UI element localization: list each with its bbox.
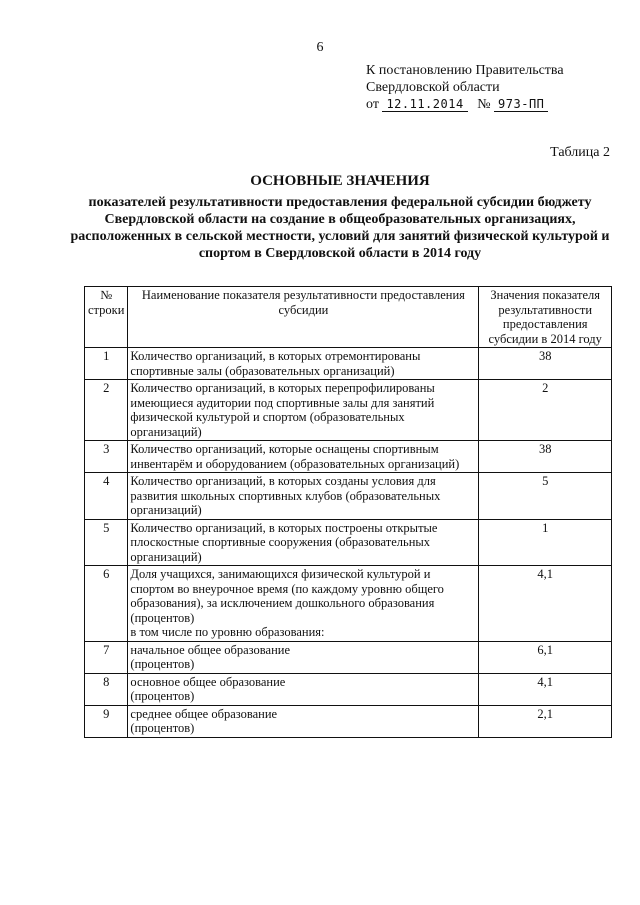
row-value: 38: [479, 441, 612, 473]
row-name-cell: [128, 705, 479, 737]
row-name-cell: [128, 566, 479, 642]
row-value: 38: [479, 348, 612, 380]
table-row: [85, 473, 612, 520]
date-prefix: от: [366, 97, 379, 112]
header-value: Значения показателя результативности предоставления субсидии в 2014 году: [479, 287, 612, 348]
number-sign: №: [477, 97, 491, 112]
document-title: [70, 173, 610, 262]
row-value: 2,1: [479, 705, 612, 737]
header-name: Наименование показателя результативности предоставления субсидии: [128, 287, 479, 348]
header-num: № строки: [85, 287, 128, 348]
table-row: [85, 566, 612, 642]
row-num: 8: [85, 673, 128, 705]
row-value: 4,1: [479, 566, 612, 642]
row-value: 2: [479, 380, 612, 441]
header-date-line: [366, 96, 564, 113]
row-name: начальное общее образование: [130, 642, 290, 657]
resolution-header: [366, 62, 564, 113]
row-name: среднее общее образование: [130, 706, 278, 721]
table-row: [85, 348, 612, 380]
table-header-row: [85, 287, 612, 348]
row-num: 9: [85, 705, 128, 737]
page-number: 6: [316, 40, 324, 55]
row-name: Доля учащихся, занимающихся физической культурой и спортом во внеурочное время (по каждому уровню общего образования), за исключением дошкольного образования (процентов): [130, 567, 444, 625]
table-row: [85, 641, 612, 673]
row-num: 7: [85, 641, 128, 673]
resolution-number: 973-ПП: [494, 97, 548, 112]
row-name-cell: [128, 641, 479, 673]
row-name-extra: (процентов): [130, 721, 195, 735]
table-row: [85, 441, 612, 473]
row-name: Количество организаций, в которых отремонтированы спортивные залы (образовательных организаций): [128, 348, 479, 380]
row-value: 4,1: [479, 673, 612, 705]
row-num: 6: [85, 566, 128, 642]
row-value: 6,1: [479, 641, 612, 673]
row-num: 5: [85, 519, 128, 566]
header-line-2: Свердловской области: [366, 80, 500, 95]
date-value: 12.11.2014: [382, 97, 467, 112]
row-name: Количество организаций, в которых построены открытые плоскостные спортивные сооружения (образовательных организаций): [128, 519, 479, 566]
indicators-table: [84, 286, 612, 738]
row-name-extra: (процентов): [130, 657, 195, 671]
table-label: Таблица 2: [550, 145, 610, 160]
row-name: Количество организаций, в которых перепрофилированы имеющиеся аудитории под спортивные залы для занятий физической культурой и спортом (образовательных организаций): [128, 380, 479, 441]
table-row: [85, 380, 612, 441]
row-value: 1: [479, 519, 612, 566]
row-num: 3: [85, 441, 128, 473]
header-line-1: К постановлению Правительства: [366, 63, 564, 78]
row-value: 5: [479, 473, 612, 520]
row-name: основное общее образование: [130, 674, 286, 689]
table-row: [85, 673, 612, 705]
row-name-extra: (процентов): [130, 689, 195, 703]
row-name: Количество организаций, которые оснащены спортивным инвентарём и оборудованием (образовательных организаций): [128, 441, 479, 473]
title-subtitle: показателей результативности предоставления федеральной субсидии бюджету Свердловской области на создание в общеобразовательных организациях, расположенных в сельской местности, условий для занятий физической культурой и спортом в Свердловской области в 2014 году: [70, 195, 610, 261]
row-name-cell: [128, 673, 479, 705]
row-num: 4: [85, 473, 128, 520]
row-name-extra: в том числе по уровню образования:: [130, 625, 325, 639]
table-row: [85, 705, 612, 737]
row-num: 1: [85, 348, 128, 380]
row-num: 2: [85, 380, 128, 441]
row-name: Количество организаций, в которых созданы условия для развития школьных спортивных клубов (образовательных организаций): [128, 473, 479, 520]
title-main: ОСНОВНЫЕ ЗНАЧЕНИЯ: [250, 173, 430, 189]
table-row: [85, 519, 612, 566]
